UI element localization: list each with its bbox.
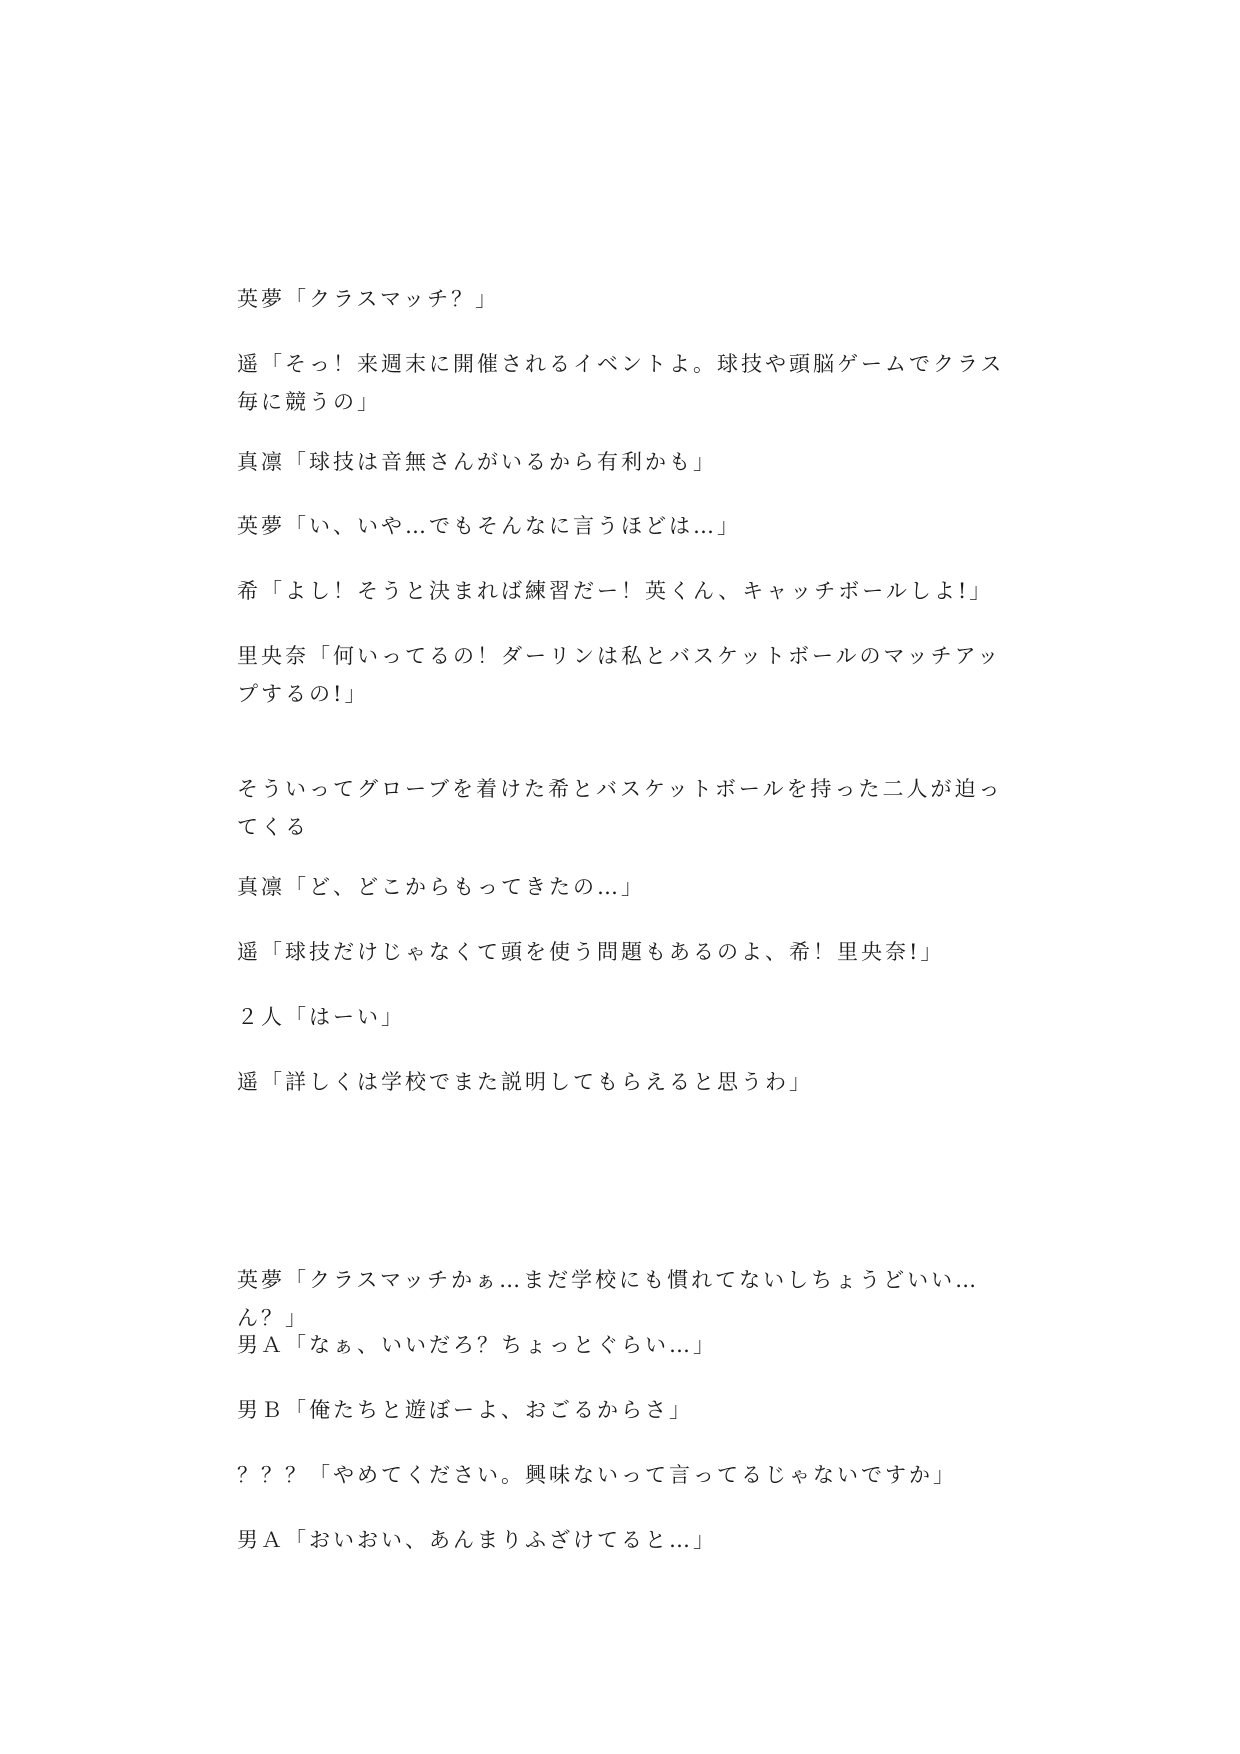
dialogue-line: 英夢「い、いや…でもそんなに言うほどは…」 <box>237 514 741 538</box>
dialogue-line: ２人「はーい」 <box>237 1005 405 1029</box>
dialogue-line: 男Ｂ「俺たちと遊ぼーよ、おごるからさ」 <box>237 1398 693 1422</box>
dialogue-line: 里央奈「何いってるの！ダーリンは私とバスケットボールのマッチアップするの!」 <box>237 644 1002 706</box>
dialogue-line: 英夢「クラスマッチかぁ…まだ学校にも慣れてないしちょうどいい…ん？」 <box>237 1268 980 1330</box>
dialogue-line: ？？？「やめてください。興味ないって言ってるじゃないですか」 <box>237 1463 957 1487</box>
narration-line: そういってグローブを着けた希とバスケットボールを持った二人が迫ってくる <box>237 777 1003 839</box>
dialogue-line: 遥「そっ！来週末に開催されるイベントよ。球技や頭脳ゲームでクラス毎に競うの」 <box>237 352 1005 414</box>
dialogue-line: 男Ａ「なぁ、いいだろ？ちょっとぐらい…」 <box>237 1333 717 1357</box>
dialogue-line: 真凛「球技は音無さんがいるから有利かも」 <box>237 450 717 474</box>
dialogue-line: 真凛「ど、どこからもってきたの…」 <box>237 875 645 899</box>
dialogue-line: 英夢「クラスマッチ？」 <box>237 287 500 311</box>
dialogue-line: 男Ａ「おいおい、あんまりふざけてると…」 <box>237 1528 717 1552</box>
dialogue-line: 遥「球技だけじゃなくて頭を使う問題もあるのよ、希！里央奈!」 <box>237 940 945 964</box>
dialogue-line: 遥「詳しくは学校でまた説明してもらえると思うわ」 <box>237 1070 813 1094</box>
dialogue-line: 希「よし！そうと決まれば練習だー！英くん、キャッチボールしよ!」 <box>237 579 994 603</box>
